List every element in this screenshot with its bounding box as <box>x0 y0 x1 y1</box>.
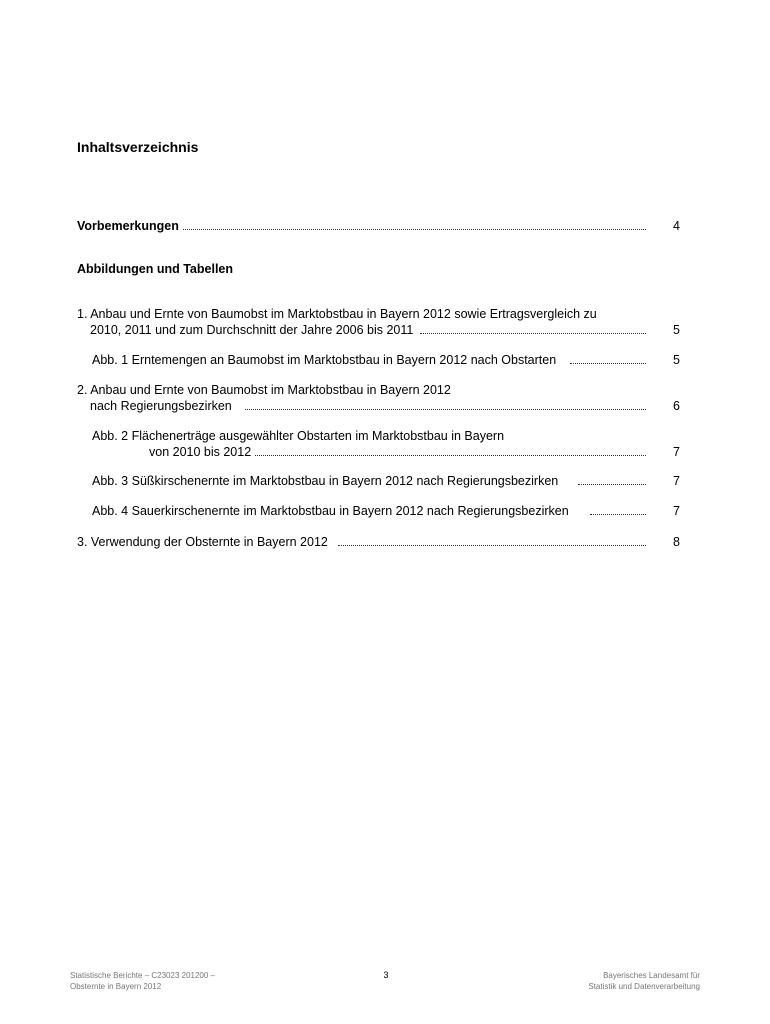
toc-entry-label: von 2010 bis 2012 <box>149 444 255 460</box>
section-heading: Abbildungen und Tabellen <box>77 262 234 276</box>
footer-publication <box>70 970 215 992</box>
footer-publication-line2: Obsternte in Bayern 2012 <box>70 982 162 991</box>
toc-page-number: 4 <box>673 219 680 233</box>
toc-entry-label: Abb. 3 Süßkirschenernte im Marktobstbau in Bayern 2012 nach Regierungsbezirken <box>92 473 562 489</box>
toc-entry-label: Abb. 1 Erntemengen an Baumobst im Marktobstbau in Bayern 2012 nach Obstarten <box>92 352 560 368</box>
toc-entry-abb3[interactable] <box>0 473 770 489</box>
toc-entry-1-line1[interactable]: 1. Anbau und Ernte von Baumobst im Marktobstbau in Bayern 2012 sowie Ertragsvergleich zu <box>77 307 597 321</box>
toc-entry-label: nach Regierungsbezirken <box>90 398 236 414</box>
leader-dots <box>578 484 646 485</box>
toc-entry-label: Vorbemerkungen <box>77 218 183 234</box>
footer-publisher-line2: Statistik und Datenverarbeitung <box>588 982 700 991</box>
leader-dots <box>182 229 646 230</box>
toc-entry-label: 3. Verwendung der Obsternte in Bayern 2012 <box>77 534 332 550</box>
toc-page-number: 5 <box>673 323 680 337</box>
toc-entry-1[interactable] <box>0 322 770 338</box>
footer-publication-line1: Statistische Berichte – C23023 201200 – <box>70 971 215 980</box>
toc-entry-label: Abb. 4 Sauerkirschenernte im Marktobstbau in Bayern 2012 nach Regierungsbezirken <box>92 503 573 519</box>
toc-page-number: 7 <box>673 504 680 518</box>
footer-publisher <box>520 970 700 992</box>
toc-page-number: 5 <box>673 353 680 367</box>
page-title: Inhaltsverzeichnis <box>77 139 199 155</box>
toc-entry-2-line1[interactable]: 2. Anbau und Ernte von Baumobst im Marktobstbau in Bayern 2012 <box>77 383 451 397</box>
toc-page-number: 7 <box>673 474 680 488</box>
leader-dots <box>338 545 646 546</box>
leader-dots <box>590 514 646 515</box>
leader-dots <box>252 455 646 456</box>
footer-publisher-line1: Bayerisches Landesamt für <box>603 971 700 980</box>
toc-entry-abb1[interactable] <box>0 352 770 368</box>
leader-dots <box>245 409 646 410</box>
toc-entry-2[interactable] <box>0 398 770 414</box>
toc-entry-preface[interactable] <box>0 218 770 234</box>
leader-dots <box>420 333 646 334</box>
leader-dots <box>570 363 646 364</box>
toc-page-number: 7 <box>673 445 680 459</box>
toc-page-number: 8 <box>673 535 680 549</box>
toc-entry-label: 2010, 2011 und zum Durchschnitt der Jahre 2006 bis 2011 <box>90 322 417 338</box>
toc-entry-abb2[interactable] <box>0 444 770 460</box>
toc-page-number: 6 <box>673 399 680 413</box>
toc-entry-abb4[interactable] <box>0 503 770 519</box>
toc-entry-3[interactable] <box>0 534 770 550</box>
footer-page-number: 3 <box>383 970 389 980</box>
toc-entry-abb2-line1[interactable]: Abb. 2 Flächenerträge ausgewählter Obstarten im Marktobstbau in Bayern <box>92 429 505 443</box>
